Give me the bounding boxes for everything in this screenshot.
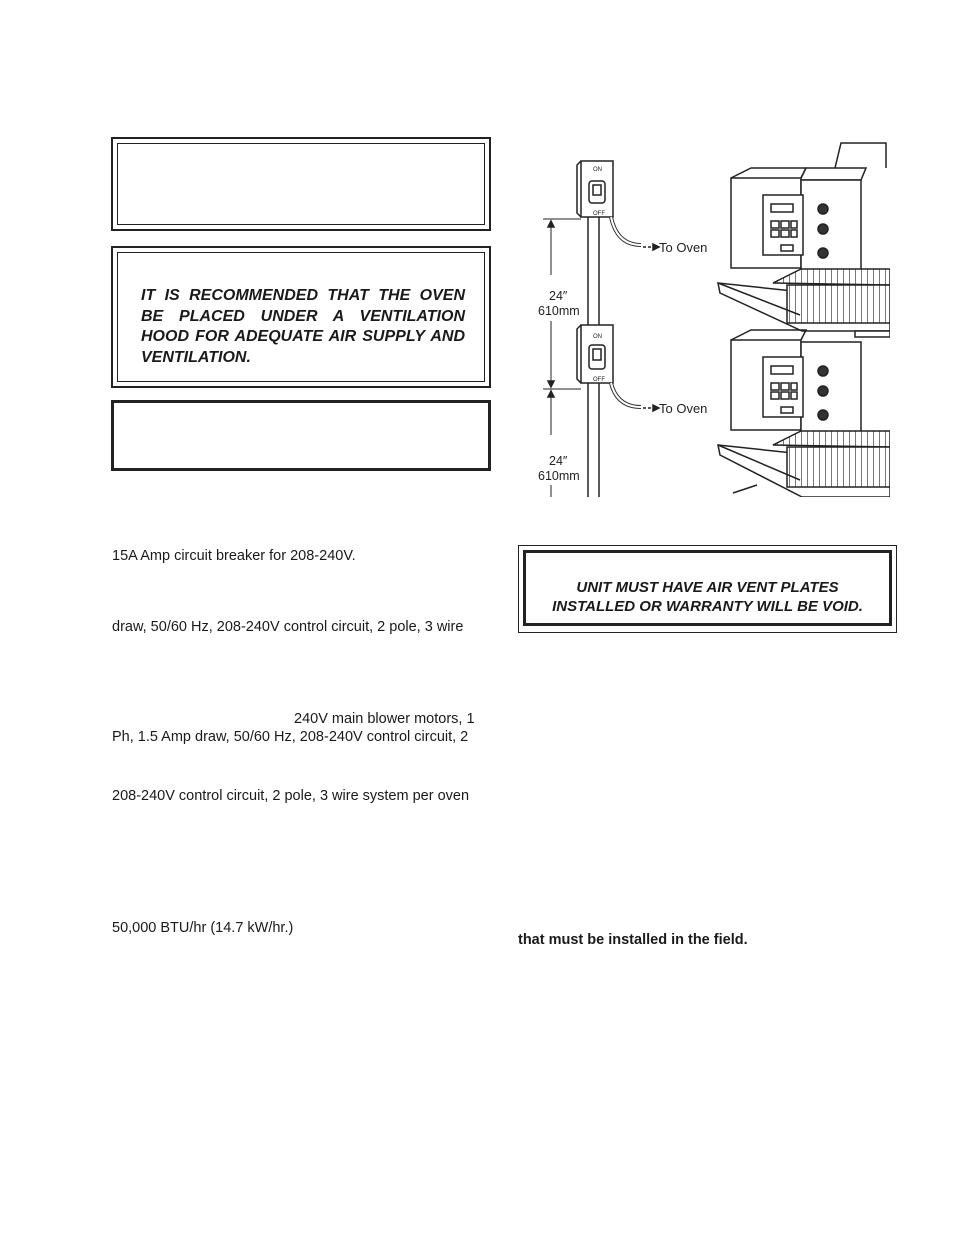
- to-oven-label-lower: To Oven: [659, 401, 708, 416]
- vent-plates-warning-line-2: INSTALLED OR WARRANTY WILL BE VOID.: [552, 598, 863, 615]
- switch-on-label-upper: ON: [593, 167, 602, 173]
- blower-motors-text: 240V main blower motors, 1: [294, 711, 475, 727]
- height-mm-lower: 610mm: [538, 469, 580, 483]
- switch-on-label-lower: ON: [593, 334, 602, 340]
- warning-box-ventilation: [111, 246, 491, 388]
- switch-off-label-lower: OFF: [593, 377, 605, 383]
- control-circuit-text-1: draw, 50/60 Hz, 208-240V control circuit, 2 pole, 3 wire: [112, 619, 464, 635]
- to-oven-label-upper: To Oven: [659, 240, 708, 255]
- ventilation-warning-text: IT IS RECOMMENDED THAT THE OVEN BE PLACED UNDER A VENTILATION HOOD FOR ADEQUATE AIR SUPPLY AND VENTILATION.: [141, 287, 465, 366]
- vent-plates-warning-box: [518, 545, 897, 633]
- switch-off-label-upper: OFF: [593, 211, 605, 217]
- height-inches-upper: 24″: [549, 289, 568, 303]
- height-mm-upper: 610mm: [538, 304, 580, 318]
- control-circuit-text-2: Ph, 1.5 Amp draw, 50/60 Hz, 208-240V control circuit, 2: [112, 729, 469, 745]
- control-circuit-text-3: 208-240V control circuit, 2 pole, 3 wire system per oven: [112, 788, 470, 804]
- oven-installation-figure: [525, 135, 890, 497]
- btu-rating-text: 50,000 BTU/hr (14.7 kW/hr.): [112, 920, 294, 936]
- height-inches-lower: 24″: [549, 454, 568, 468]
- warning-box-empty-top: [111, 137, 491, 231]
- field-install-note: that must be installed in the field.: [518, 932, 748, 948]
- warning-box-empty-bottom: [111, 400, 491, 471]
- vent-plates-warning-line-1: UNIT MUST HAVE AIR VENT PLATES: [576, 579, 839, 596]
- breaker-text: 15A Amp circuit breaker for 208-240V.: [112, 548, 356, 564]
